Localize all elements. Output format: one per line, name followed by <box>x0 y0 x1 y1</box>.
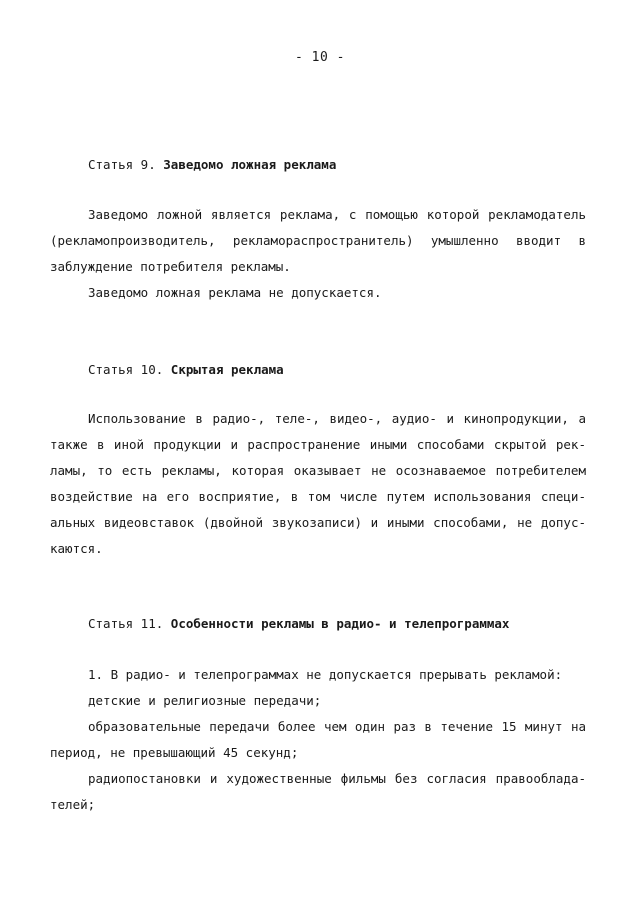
article-9-number: Статья 9. <box>88 157 156 172</box>
article-10-line-6: каются. <box>50 541 103 556</box>
article-10-line-1: Использование в радио-, теле-, видео-, аудио- и кинопродукции, а <box>88 411 586 426</box>
article-11-line-3: образовательные передачи более чем один раз в течение 15 минут на <box>88 719 586 734</box>
article-11-heading <box>88 616 509 631</box>
article-10-number: Статья 10. <box>88 362 164 377</box>
page-number: - 10 - <box>295 50 345 65</box>
article-11-line-6: телей; <box>50 797 96 812</box>
article-11-line-4: период, не превышающий 45 секунд; <box>50 745 299 760</box>
article-9-line-1: Заведомо ложной является реклама, с помощью которой рекламодатель <box>88 207 586 222</box>
article-10-line-4: воздействие на его восприятие, в том числе путем использования специ- <box>50 489 586 504</box>
article-11-title: Особенности рекламы в радио- и телепрограммах <box>170 616 510 631</box>
article-11-line-2: детские и религиозные передачи; <box>88 693 322 708</box>
article-10-heading <box>88 362 284 377</box>
article-9-line-4: Заведомо ложная реклама не допускается. <box>88 285 382 300</box>
article-9-title: Заведомо ложная реклама <box>163 157 337 172</box>
article-10-title: Скрытая реклама <box>170 362 284 377</box>
article-11-line-1: 1. В радио- и телепрограммах не допускается прерывать рекламой: <box>88 667 563 682</box>
article-10-line-5: альных видеовставок (двойной звукозаписи) и иными способами, не допус- <box>50 515 586 530</box>
article-9-line-2: (рекламопроизводитель, рекламораспространитель) умышленно вводит в <box>50 233 586 248</box>
article-9-heading <box>88 157 336 172</box>
article-10-line-3: ламы, то есть рекламы, которая оказывает не осознаваемое потребителем <box>50 463 586 478</box>
article-10-line-2: также в иной продукции и распространение иными способами скрытой рек- <box>50 437 586 452</box>
article-11-number: Статья 11. <box>88 616 164 631</box>
article-9-line-3: заблуждение потребителя рекламы. <box>50 259 291 274</box>
article-11-line-5: радиопостановки и художественные фильмы без согласия правообладa- <box>88 771 586 786</box>
